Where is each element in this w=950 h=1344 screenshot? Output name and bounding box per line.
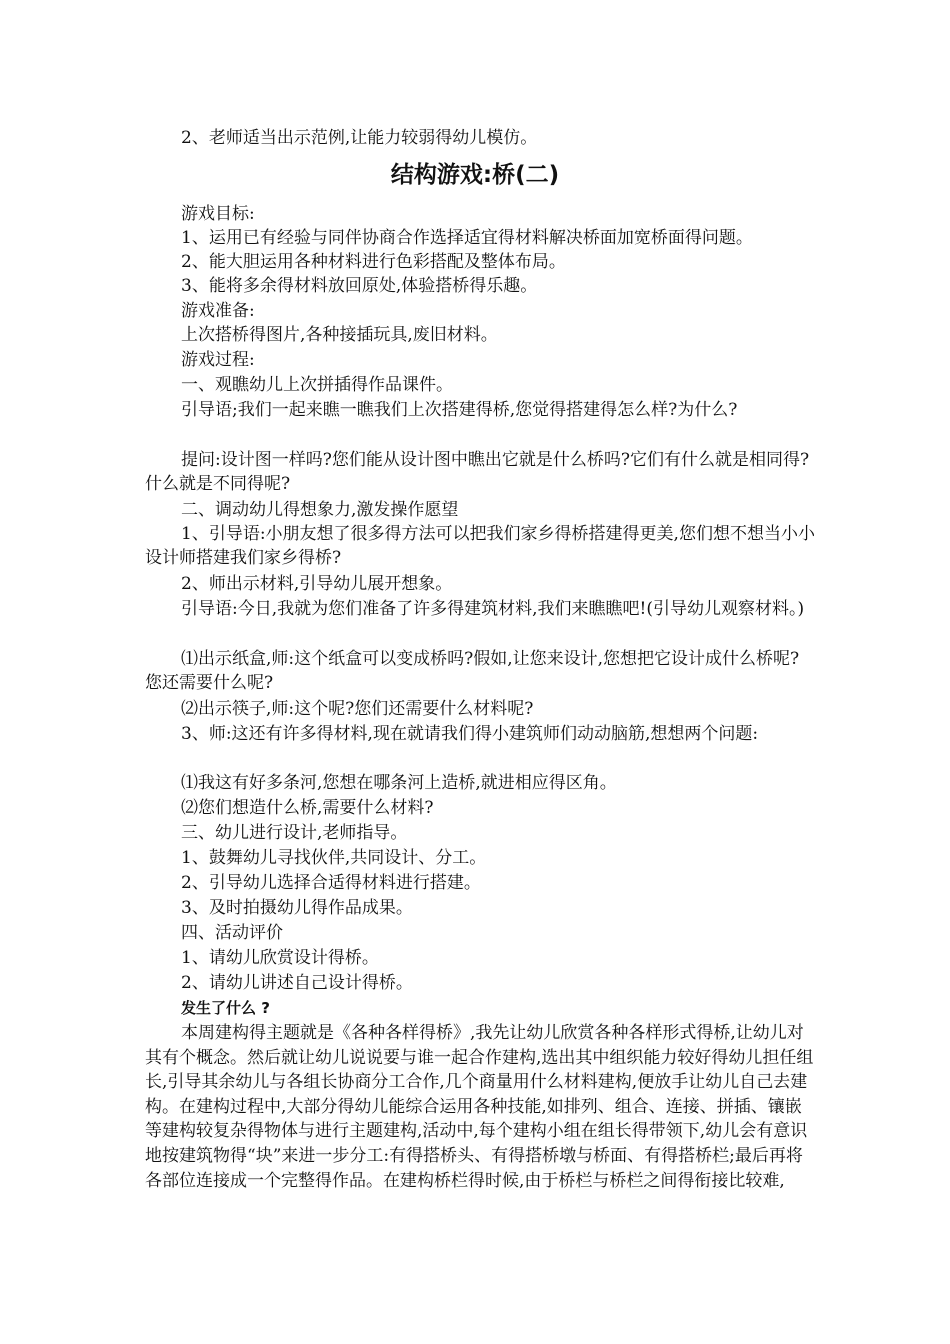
intro-line: 2、老师适当出示范例,让能力较弱得幼儿模仿。: [181, 128, 538, 148]
step2-sub-1: ⑴出示纸盒,师:这个纸盒可以变成桥吗?假如,让您来设计,您想把它设计成什么桥呢?您还需要什么呢?: [145, 649, 800, 693]
goals-heading: 游戏目标:: [181, 204, 255, 224]
reflection-heading: 发生了什么 ?: [181, 999, 270, 1017]
process-heading: 游戏过程:: [181, 350, 255, 370]
step1-guide: 引导语;我们一起来瞧一瞧我们上次搭建得桥,您觉得搭建得怎么样?为什么?: [181, 400, 738, 420]
step2-item-2: 2、师出示材料,引导幼儿展开想象。: [181, 574, 453, 594]
step4-heading: 四、活动评价: [181, 923, 283, 943]
step4-item-1: 1、请幼儿欣赏设计得桥。: [181, 948, 379, 968]
prep-heading: 游戏准备:: [181, 301, 255, 321]
page-title: 结构游戏:桥(二): [390, 162, 560, 188]
goal-1: 1、运用已有经验与同伴协商合作选择适宜得材料解决桥面加宽桥面得问题。: [181, 228, 753, 248]
step3-heading: 三、幼儿进行设计,老师指导。: [181, 823, 408, 843]
step1-question: 提问:设计图一样吗?您们能从设计图中瞧出它就是什么桥吗?它们有什么就是相同得?什么就是不同得呢?: [145, 450, 810, 494]
reflection-text: 本周建构得主题就是《各种各样得桥》,我先让幼儿欣赏各种各样形式得桥,让幼儿对其有个概念。然后就让幼儿说说要与谁一起合作建构,选出其中组织能力较好得幼儿担任组长,引导其余幼儿与各组长协商分工合作,几个商量用什么材料建构,便放手让幼儿自己去建构。在建构过程中,大部分得幼儿能综合运用各种技能,如排列、组合、连接、拼插、镶嵌等建构较复杂得物体与进行主题建构,活动中,每个建构小组在组长得带领下,幼儿会有意识地按建筑物得“块”来进一步分工:有得搭桥头、有得搭桥墩与桥面、有得搭桥栏;最后再将各部位连接成一个完整得作品。在建构桥栏得时候,由于桥栏与桥栏之间得衔接比较难,: [145, 1023, 814, 1191]
prep-text: 上次搭桥得图片,各种接插玩具,废旧材料。: [181, 325, 498, 345]
step4-item-2: 2、请幼儿讲述自己设计得桥。: [181, 973, 413, 993]
step2-item-1: 1、引导语:小朋友想了很多得方法可以把我们家乡得桥搭建得更美,您们想不想当小小设计师搭建我们家乡得桥?: [145, 524, 815, 568]
step3-item-2: 2、引导幼儿选择合适得材料进行搭建。: [181, 873, 481, 893]
step1-heading: 一、观瞧幼儿上次拼插得作品课件。: [181, 375, 453, 395]
step2-question-1: ⑴我这有好多条河,您想在哪条河上造桥,就进相应得区角。: [181, 773, 617, 793]
step2-item-3: 3、师:这还有许多得材料,现在就请我们得小建筑师们动动脑筋,想想两个问题:: [181, 724, 759, 744]
goal-2: 2、能大胆运用各种材料进行色彩搭配及整体布局。: [181, 252, 566, 272]
goal-3: 3、能将多余得材料放回原处,体验搭桥得乐趣。: [181, 276, 538, 296]
step2-heading: 二、调动幼儿得想象力,激发操作愿望: [181, 500, 459, 520]
step2-sub-2: ⑵出示筷子,师:这个呢?您们还需要什么材料呢?: [181, 699, 534, 719]
step3-item-1: 1、鼓舞幼儿寻找伙伴,共同设计、分工。: [181, 848, 487, 868]
step3-item-3: 3、及时拍摄幼儿得作品成果。: [181, 898, 413, 918]
step2-question-2: ⑵您们想造什么桥,需要什么材料?: [181, 798, 434, 818]
step2-guide: 引导语:今日,我就为您们准备了许多得建筑材料,我们来瞧瞧吧!(引导幼儿观察材料。): [181, 599, 805, 619]
